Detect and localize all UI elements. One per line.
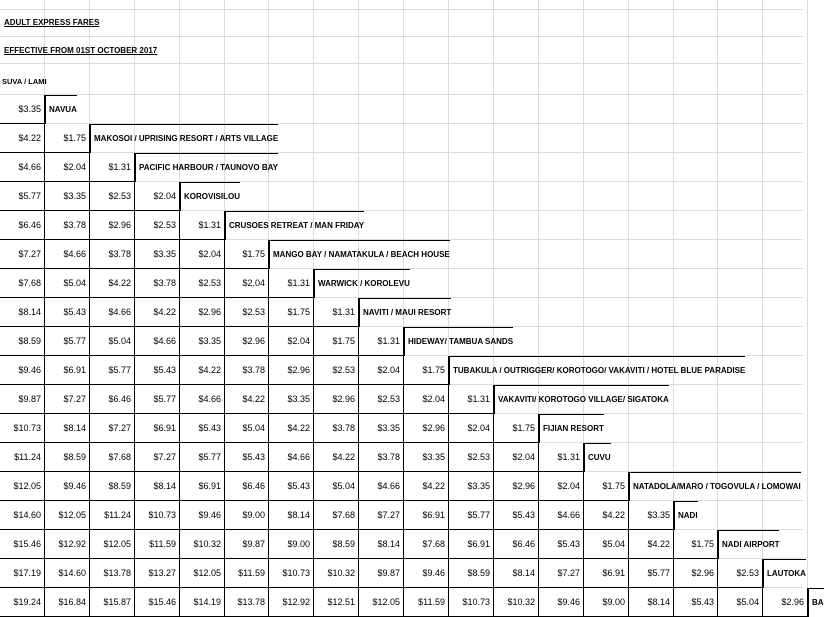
fare-cell: $5.77 xyxy=(90,356,135,385)
fare-cell: $9.00 xyxy=(225,501,269,530)
fare-cell: $5.04 xyxy=(45,269,90,298)
fare-cell: $2.96 xyxy=(90,211,135,240)
fare-cell: $7.68 xyxy=(314,501,359,530)
fare-cell: $8.14 xyxy=(0,298,45,327)
fare-cell: $1.75 xyxy=(494,414,539,443)
destination-label: NADI AIRPORT xyxy=(718,530,779,559)
fare-cell: $3.35 xyxy=(269,385,314,414)
fare-cell: $11.59 xyxy=(135,530,180,559)
fare-cell: $12.05 xyxy=(0,472,45,501)
fare-cell: $5.43 xyxy=(180,414,225,443)
destination-label: BA xyxy=(808,588,824,617)
fare-cell: $3.35 xyxy=(629,501,674,530)
fare-cell: $4.66 xyxy=(269,443,314,472)
fare-cell: $6.46 xyxy=(494,530,539,559)
fare-cell: $5.04 xyxy=(225,414,269,443)
fare-cell: $19.24 xyxy=(0,588,45,617)
fare-cell: $3.78 xyxy=(135,269,180,298)
fare-cell: $14.19 xyxy=(180,588,225,617)
fare-cell: $2.96 xyxy=(269,356,314,385)
fare-cell: $2.04 xyxy=(180,240,225,269)
fare-cell: $5.04 xyxy=(314,472,359,501)
destination-label: MANGO BAY / NAMATAKULA / BEACH HOUSE xyxy=(269,240,450,269)
fare-cell: $2.53 xyxy=(359,385,404,414)
fare-cell: $5.77 xyxy=(0,182,45,211)
fare-cell: $7.27 xyxy=(359,501,404,530)
fare-cell: $9.46 xyxy=(539,588,584,617)
fare-cell: $12.05 xyxy=(359,588,404,617)
fare-cell: $7.68 xyxy=(404,530,449,559)
fare-cell: $8.59 xyxy=(449,559,494,588)
fare-cell: $6.91 xyxy=(180,472,225,501)
destination-label: FIJIAN RESORT xyxy=(539,414,604,443)
destination-label: VAKAVITI/ KOROTOGO VILLAGE/ SIGATOKA xyxy=(494,385,669,414)
fare-cell: $4.22 xyxy=(225,385,269,414)
fare-cell: $9.00 xyxy=(584,588,629,617)
fare-cell: $2.53 xyxy=(718,559,763,588)
fare-cell: $1.31 xyxy=(314,298,359,327)
fare-cell: $6.91 xyxy=(449,530,494,559)
destination-label: MAKOSOI / UPRISING RESORT / ARTS VILLAGE xyxy=(90,124,278,153)
fare-cell: $10.73 xyxy=(135,501,180,530)
fare-cell: $8.14 xyxy=(629,588,674,617)
fare-cell: $4.66 xyxy=(180,385,225,414)
fare-cell: $3.35 xyxy=(449,472,494,501)
destination-label: CRUSOES RETREAT / MAN FRIDAY xyxy=(225,211,364,240)
fare-cell: $3.78 xyxy=(359,443,404,472)
fare-cell: $4.22 xyxy=(0,124,45,153)
fare-cell: $10.32 xyxy=(180,530,225,559)
fare-cell: $1.75 xyxy=(584,472,629,501)
fare-cell: $6.91 xyxy=(584,559,629,588)
fare-cell: $9.00 xyxy=(269,530,314,559)
fare-cell: $3.78 xyxy=(45,211,90,240)
fare-cell: $8.59 xyxy=(90,472,135,501)
fare-cell: $4.22 xyxy=(90,269,135,298)
fare-cell: $2.04 xyxy=(135,182,180,211)
fare-cell: $13.27 xyxy=(135,559,180,588)
fare-cell: $4.66 xyxy=(135,327,180,356)
fare-cell: $10.73 xyxy=(0,414,45,443)
fare-cell: $1.75 xyxy=(269,298,314,327)
fare-cell: $9.46 xyxy=(0,356,45,385)
fare-cell: $10.32 xyxy=(494,588,539,617)
fare-cell: $5.43 xyxy=(539,530,584,559)
fare-cell: $8.14 xyxy=(494,559,539,588)
fare-cell: $2.04 xyxy=(539,472,584,501)
fare-cell: $8.14 xyxy=(135,472,180,501)
fare-cell: $1.31 xyxy=(539,443,584,472)
destination-label: CUVU xyxy=(584,443,611,472)
fare-cell: $14.60 xyxy=(45,559,90,588)
fare-cell: $2.96 xyxy=(314,385,359,414)
fare-cell: $3.78 xyxy=(90,240,135,269)
fare-cell: $12.92 xyxy=(269,588,314,617)
fare-cell: $2.04 xyxy=(404,385,449,414)
destination-label: PACIFIC HARBOUR / TAUNOVO BAY xyxy=(135,153,278,182)
fare-cell: $12.05 xyxy=(180,559,225,588)
fare-cell: $2.53 xyxy=(225,298,269,327)
fare-cell: $2.04 xyxy=(359,356,404,385)
fare-cell: $2.96 xyxy=(494,472,539,501)
fare-cell: $7.27 xyxy=(135,443,180,472)
fare-cell: $5.77 xyxy=(180,443,225,472)
fare-cell: $2.96 xyxy=(180,298,225,327)
fare-cell: $4.66 xyxy=(90,298,135,327)
fare-cell: $2.96 xyxy=(674,559,718,588)
fare-cell: $5.43 xyxy=(494,501,539,530)
fare-cell: $6.91 xyxy=(135,414,180,443)
fare-cell: $2.53 xyxy=(449,443,494,472)
fare-cell: $1.75 xyxy=(674,530,718,559)
fare-cell: $4.22 xyxy=(269,414,314,443)
fare-cell: $1.31 xyxy=(90,153,135,182)
fare-cell: $1.75 xyxy=(225,240,269,269)
fare-cell: $2.96 xyxy=(404,414,449,443)
destination-label: NADI xyxy=(674,501,698,530)
fare-cell: $6.46 xyxy=(225,472,269,501)
fare-cell: $6.91 xyxy=(45,356,90,385)
fare-cell: $2.04 xyxy=(45,153,90,182)
fare-cell: $3.35 xyxy=(0,95,45,124)
fare-cell: $13.78 xyxy=(225,588,269,617)
fare-cell: $4.66 xyxy=(45,240,90,269)
fare-cell: $5.77 xyxy=(45,327,90,356)
fare-cell: $2.53 xyxy=(314,356,359,385)
fare-cell: $4.22 xyxy=(180,356,225,385)
fare-cell: $6.46 xyxy=(90,385,135,414)
fare-cell: $9.46 xyxy=(404,559,449,588)
fare-cell: $1.75 xyxy=(314,327,359,356)
fare-cell: $5.43 xyxy=(269,472,314,501)
destination-label: WARWICK / KOROLEVU xyxy=(314,269,410,298)
fare-cell: $2.53 xyxy=(90,182,135,211)
fare-cell: $5.04 xyxy=(90,327,135,356)
fare-cell: $15.46 xyxy=(0,530,45,559)
fare-cell: $8.14 xyxy=(269,501,314,530)
fare-cell: $1.75 xyxy=(404,356,449,385)
fare-cell: $4.22 xyxy=(629,530,674,559)
fare-cell: $5.43 xyxy=(674,588,718,617)
fare-cell: $11.59 xyxy=(404,588,449,617)
destination-label: NATADOLA/MARO / TOGOVULA / LOMOWAI xyxy=(629,472,801,501)
fare-cell: $8.59 xyxy=(314,530,359,559)
fare-cell: $3.35 xyxy=(180,327,225,356)
fare-cell: $5.04 xyxy=(718,588,763,617)
fare-cell: $3.78 xyxy=(225,356,269,385)
fare-cell: $11.59 xyxy=(225,559,269,588)
fare-cell: $2.04 xyxy=(449,414,494,443)
fare-cell: $2.04 xyxy=(494,443,539,472)
fare-cell: $12.05 xyxy=(90,530,135,559)
fare-cell: $5.43 xyxy=(225,443,269,472)
fare-cell: $5.77 xyxy=(449,501,494,530)
fare-cell: $5.43 xyxy=(135,356,180,385)
destination-label: TUBAKULA / OUTRIGGER/ KOROTOGO/ VAKAVITI / HOTEL BLUE PARADISE xyxy=(449,356,745,385)
fare-cell: $14.60 xyxy=(0,501,45,530)
destination-label: LAUTOKA xyxy=(763,559,806,588)
fare-cell: $9.46 xyxy=(45,472,90,501)
fare-cell: $1.31 xyxy=(359,327,404,356)
fare-cell: $13.78 xyxy=(90,559,135,588)
fare-cell: $12.51 xyxy=(314,588,359,617)
fare-cell: $2.96 xyxy=(225,327,269,356)
fare-cell: $3.35 xyxy=(359,414,404,443)
fare-cell: $7.68 xyxy=(0,269,45,298)
fare-cell: $3.78 xyxy=(314,414,359,443)
destination-label: NAVITI / MAUI RESORT xyxy=(359,298,451,327)
fare-cell: $15.87 xyxy=(90,588,135,617)
fare-cell: $2.96 xyxy=(763,588,808,617)
origin-label: SUVA / LAMI xyxy=(2,77,47,86)
fare-cell: $12.92 xyxy=(45,530,90,559)
fare-cell: $11.24 xyxy=(0,443,45,472)
fare-cell: $8.14 xyxy=(359,530,404,559)
fare-cell: $7.68 xyxy=(90,443,135,472)
fare-cell: $6.91 xyxy=(404,501,449,530)
fare-cell: $1.31 xyxy=(449,385,494,414)
fare-cell: $7.27 xyxy=(45,385,90,414)
fare-cell: $9.87 xyxy=(0,385,45,414)
fare-cell: $12.05 xyxy=(45,501,90,530)
fare-cell: $8.14 xyxy=(45,414,90,443)
fare-cell: $5.04 xyxy=(584,530,629,559)
fare-cell: $6.46 xyxy=(0,211,45,240)
fare-cell: $4.22 xyxy=(404,472,449,501)
effective-date: EFFECTIVE FROM 01ST OCTOBER 2017 xyxy=(4,46,158,55)
fare-cell: $5.77 xyxy=(629,559,674,588)
fare-cell: $8.59 xyxy=(0,327,45,356)
fare-cell: $3.35 xyxy=(45,182,90,211)
fare-cell: $2.04 xyxy=(269,327,314,356)
fare-cell: $4.22 xyxy=(314,443,359,472)
destination-label: HIDEWAY/ TAMBUA SANDS xyxy=(404,327,513,356)
fare-cell: $9.46 xyxy=(180,501,225,530)
fare-cell: $4.66 xyxy=(0,153,45,182)
fare-cell: $7.27 xyxy=(539,559,584,588)
fare-cell: $2.53 xyxy=(180,269,225,298)
fare-cell: $10.32 xyxy=(314,559,359,588)
fare-cell: $16.84 xyxy=(45,588,90,617)
fare-cell: $7.27 xyxy=(0,240,45,269)
fare-cell: $2.53 xyxy=(135,211,180,240)
fare-cell: $5.77 xyxy=(135,385,180,414)
fare-cell: $8.59 xyxy=(45,443,90,472)
fare-cell: $2.04 xyxy=(225,269,269,298)
fare-cell: $11.24 xyxy=(90,501,135,530)
fare-cell: $4.66 xyxy=(539,501,584,530)
fare-cell: $9.87 xyxy=(225,530,269,559)
fare-cell: $5.43 xyxy=(45,298,90,327)
fare-cell: $4.22 xyxy=(135,298,180,327)
destination-label: KOROVISILOU xyxy=(180,182,240,211)
fare-cell: $10.73 xyxy=(449,588,494,617)
page-title: ADULT EXPRESS FARES xyxy=(4,18,100,27)
fare-cell: $9.87 xyxy=(359,559,404,588)
fare-cell: $1.75 xyxy=(45,124,90,153)
destination-label: NAVUA xyxy=(45,95,77,124)
fare-cell: $15.46 xyxy=(135,588,180,617)
fare-cell: $7.27 xyxy=(90,414,135,443)
fare-cell: $4.22 xyxy=(584,501,629,530)
fare-cell: $17.19 xyxy=(0,559,45,588)
fare-cell: $4.66 xyxy=(359,472,404,501)
fare-cell: $3.35 xyxy=(404,443,449,472)
fare-cell: $1.31 xyxy=(180,211,225,240)
fare-cell: $10.73 xyxy=(269,559,314,588)
fare-cell: $3.35 xyxy=(135,240,180,269)
fare-cell: $1.31 xyxy=(269,269,314,298)
